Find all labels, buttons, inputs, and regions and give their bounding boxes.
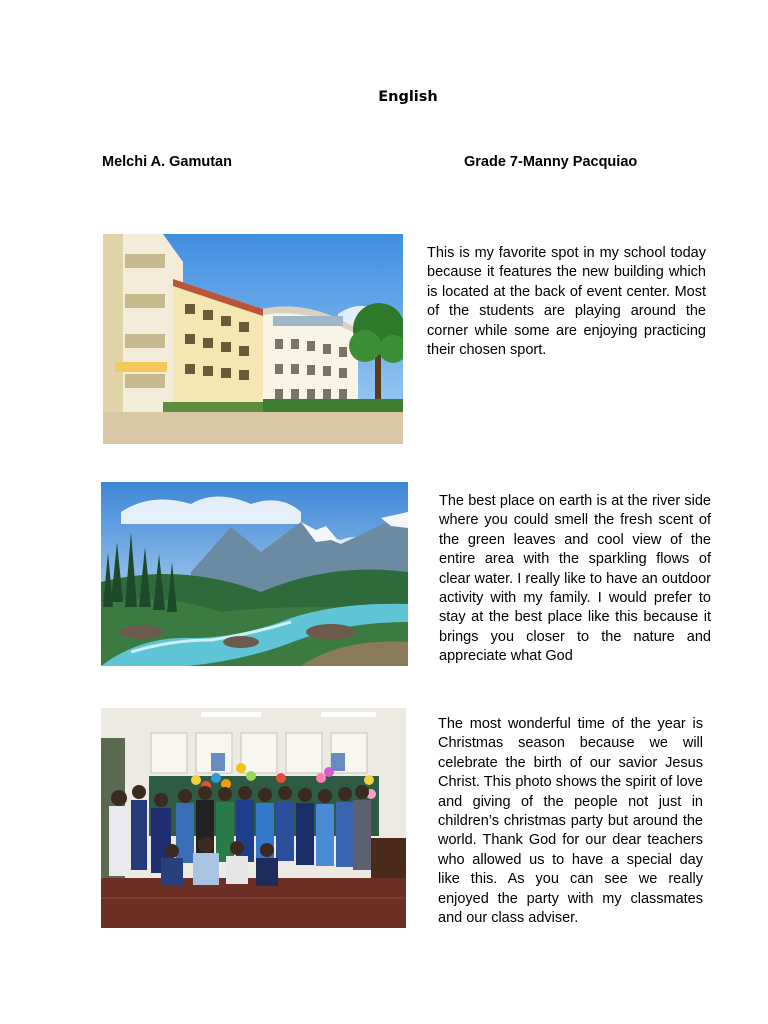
river-landscape-photo bbox=[101, 482, 408, 666]
river-paragraph: The best place on earth is at the river side where you could smell the fresh scent of the green leaves and cool view of the entire area with the sparkling flows of clear water. I really like to have an outdoor activity with my family. I would prefer to stay at the best place like this because it brings you closer to the nature and appreciate what God bbox=[439, 493, 711, 665]
author-name: Melchi A. Gamutan bbox=[102, 154, 232, 170]
school-building-photo bbox=[103, 234, 403, 444]
christmas-paragraph: The most wonderful time of the year is Christmas season because we will celebrate the birth of our savior Jesus Christ. This photo shows the spirit of love and giving of the people not just in children’s christmas party but around the world. Thank God for our dear teachers who allowed us to have a special day like this. As you can see we really enjoyed the party with my classmates and our class adviser. bbox=[438, 716, 703, 927]
subject-heading: English bbox=[378, 89, 438, 105]
grade-section: Grade 7-Manny Pacquiao bbox=[464, 154, 638, 170]
christmas-party-group-photo bbox=[101, 708, 406, 928]
school-paragraph: This is my favorite spot in my school today because it features the new building which is located at the back of event center. Most of the students are playing around the corner while some are enjoying practicing their chosen sport. bbox=[427, 245, 706, 359]
